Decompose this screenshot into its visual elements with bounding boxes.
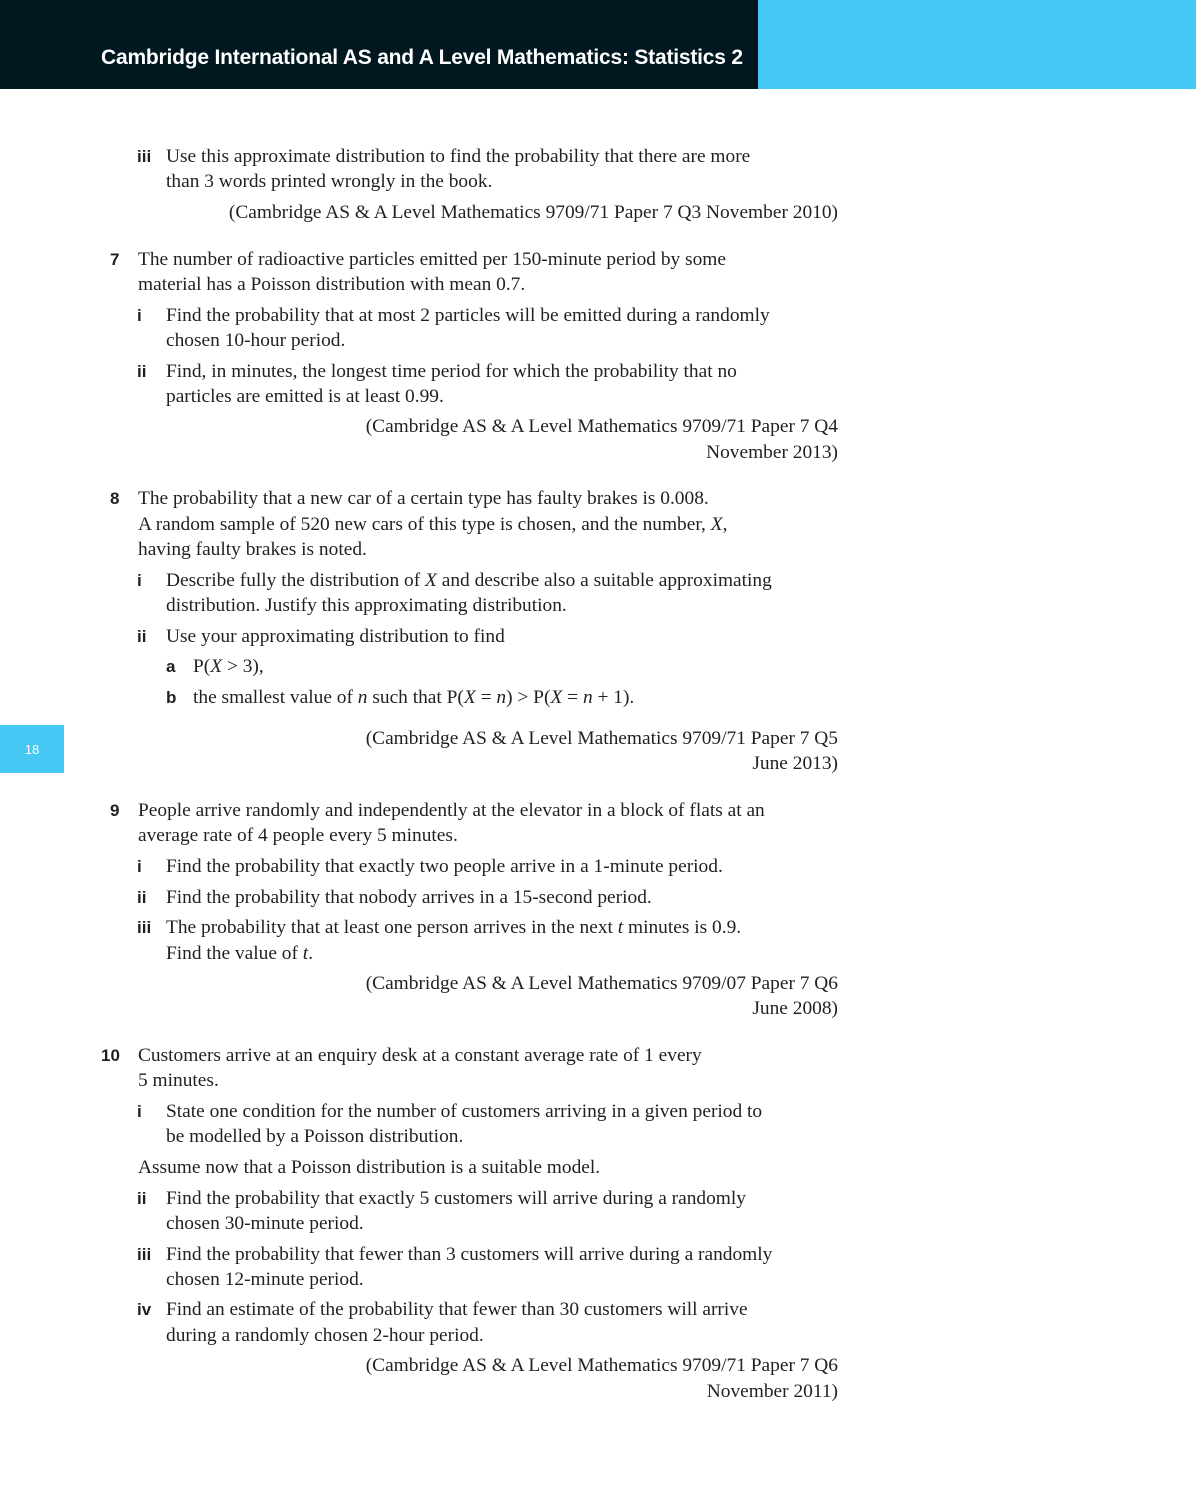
text-span: ) > P( (506, 687, 551, 708)
text-line: Find an estimate of the probability that fewer than 30 customers will arrive (166, 1299, 748, 1320)
question-number: 7 (110, 250, 120, 269)
part-label: i (137, 306, 142, 325)
text-line: The probability that a new car of a certain type has faulty brakes is 0.008. (138, 488, 709, 509)
question-number: 9 (110, 801, 120, 820)
question-9-source-date: June 2008) (752, 998, 838, 1019)
text-line: 5 minutes. (138, 1070, 219, 1091)
text-span: , (722, 514, 728, 535)
math-variable: X (710, 514, 723, 535)
question-7-source-date: November 2013) (706, 442, 838, 463)
text-span: + 1). (592, 687, 635, 708)
text-span: A random sample of 520 new cars of this type is chosen, and the number, (138, 514, 711, 535)
math-variable: X (210, 656, 223, 677)
part-label: ii (137, 362, 147, 381)
part-label: i (137, 571, 142, 590)
question-number: 10 (101, 1046, 120, 1065)
text-span: Find the value of (166, 943, 303, 964)
header-accent-block (758, 0, 1196, 89)
text-line (166, 941, 313, 966)
question-number: 8 (110, 489, 120, 508)
math-variable: X (550, 687, 563, 708)
header-bar (0, 0, 758, 89)
page-number-tab (0, 725, 64, 773)
text-span: minutes is 0.9. (623, 917, 742, 938)
question-9-source: (Cambridge AS & A Level Mathematics 9709/07 Paper 7 Q6 (365, 973, 838, 994)
text-line: than 3 words printed wrongly in the book. (166, 171, 493, 192)
text-line (166, 568, 772, 593)
text-line: particles are emitted is at least 0.99. (166, 386, 444, 407)
text-line (138, 512, 727, 537)
part-label: iii (137, 918, 152, 937)
text-line: during a randomly chosen 2-hour period. (166, 1325, 484, 1346)
text-line: Find the probability that exactly 5 customers will arrive during a randomly (166, 1188, 746, 1209)
part-label: i (137, 857, 142, 876)
math-variable: X (463, 687, 476, 708)
text-span: Describe fully the distribution of (166, 570, 426, 591)
text-line: chosen 12-minute period. (166, 1269, 364, 1290)
text-span: the smallest value of (193, 687, 358, 708)
part-label: ii (137, 1189, 147, 1208)
text-line: People arrive randomly and independently at the elevator in a block of flats at an (138, 800, 765, 821)
question-10-source: (Cambridge AS & A Level Mathematics 9709/71 Paper 7 Q6 (365, 1355, 838, 1376)
text-line: Find, in minutes, the longest time period for which the probability that no (166, 361, 737, 382)
book-title: Cambridge International AS and A Level Mathematics: Statistics 2 (101, 46, 743, 69)
text-line: Find the probability that nobody arrives in a 15-second period. (166, 887, 652, 908)
math-variable: n (496, 687, 507, 708)
text-line: chosen 10-hour period. (166, 330, 346, 351)
text-line: Find the probability that fewer than 3 customers will arrive during a randomly (166, 1244, 773, 1265)
math-variable: n (357, 687, 368, 708)
question-10-source-date: November 2011) (706, 1381, 838, 1402)
page-number: 18 (24, 741, 40, 757)
part-label: iv (137, 1300, 152, 1319)
text-span: P( (193, 656, 211, 677)
text-line: Use your approximating distribution to find (166, 626, 505, 647)
text-span: . (308, 943, 314, 964)
part-label: iii (137, 147, 152, 166)
text-span: = (562, 687, 583, 708)
part-label: i (137, 1102, 142, 1121)
subpart-label: a (166, 657, 176, 676)
part-label: ii (137, 627, 147, 646)
text-line: distribution. Justify this approximating distribution. (166, 595, 567, 616)
subpart-label: b (166, 688, 177, 707)
text-line (193, 654, 264, 679)
text-line: having faulty brakes is noted. (138, 539, 367, 560)
text-line: Use this approximate distribution to find the probability that there are more (166, 146, 751, 167)
text-span: = (475, 687, 497, 708)
text-span: and describe also a suitable approximating (436, 570, 772, 591)
math-variable: t (617, 917, 624, 938)
math-variable: n (582, 687, 593, 708)
text-line: Find the probability that at most 2 particles will be emitted during a randomly (166, 305, 770, 326)
text-line: be modelled by a Poisson distribution. (166, 1126, 464, 1147)
text-span: The probability that at least one person arrives in the next (166, 917, 618, 938)
text-line (193, 685, 634, 710)
text-line: average rate of 4 people every 5 minutes. (138, 825, 458, 846)
question-7-source: (Cambridge AS & A Level Mathematics 9709/71 Paper 7 Q4 (365, 416, 838, 437)
text-line: The number of radioactive particles emitted per 150-minute period by some (138, 249, 726, 270)
part-label: ii (137, 888, 147, 907)
text-span: such that P( (367, 687, 464, 708)
text-line: State one condition for the number of customers arriving in a given period to (166, 1101, 763, 1122)
question-6-source: (Cambridge AS & A Level Mathematics 9709/71 Paper 7 Q3 November 2010) (228, 202, 838, 223)
text-line: chosen 30-minute period. (166, 1213, 364, 1234)
assumption-text: Assume now that a Poisson distribution is a suitable model. (138, 1157, 601, 1178)
part-label: iii (137, 1245, 152, 1264)
text-line: material has a Poisson distribution with mean 0.7. (138, 274, 526, 295)
text-line: Find the probability that exactly two people arrive in a 1-minute period. (166, 856, 723, 877)
text-line (166, 915, 741, 940)
math-variable: X (425, 570, 437, 591)
text-line: Customers arrive at an enquiry desk at a constant average rate of 1 every (138, 1045, 702, 1066)
math-variable: t (302, 943, 309, 964)
text-span: > 3), (222, 656, 264, 677)
question-8-source: (Cambridge AS & A Level Mathematics 9709/71 Paper 7 Q5 (365, 728, 838, 749)
question-8-source-date: June 2013) (752, 753, 838, 774)
